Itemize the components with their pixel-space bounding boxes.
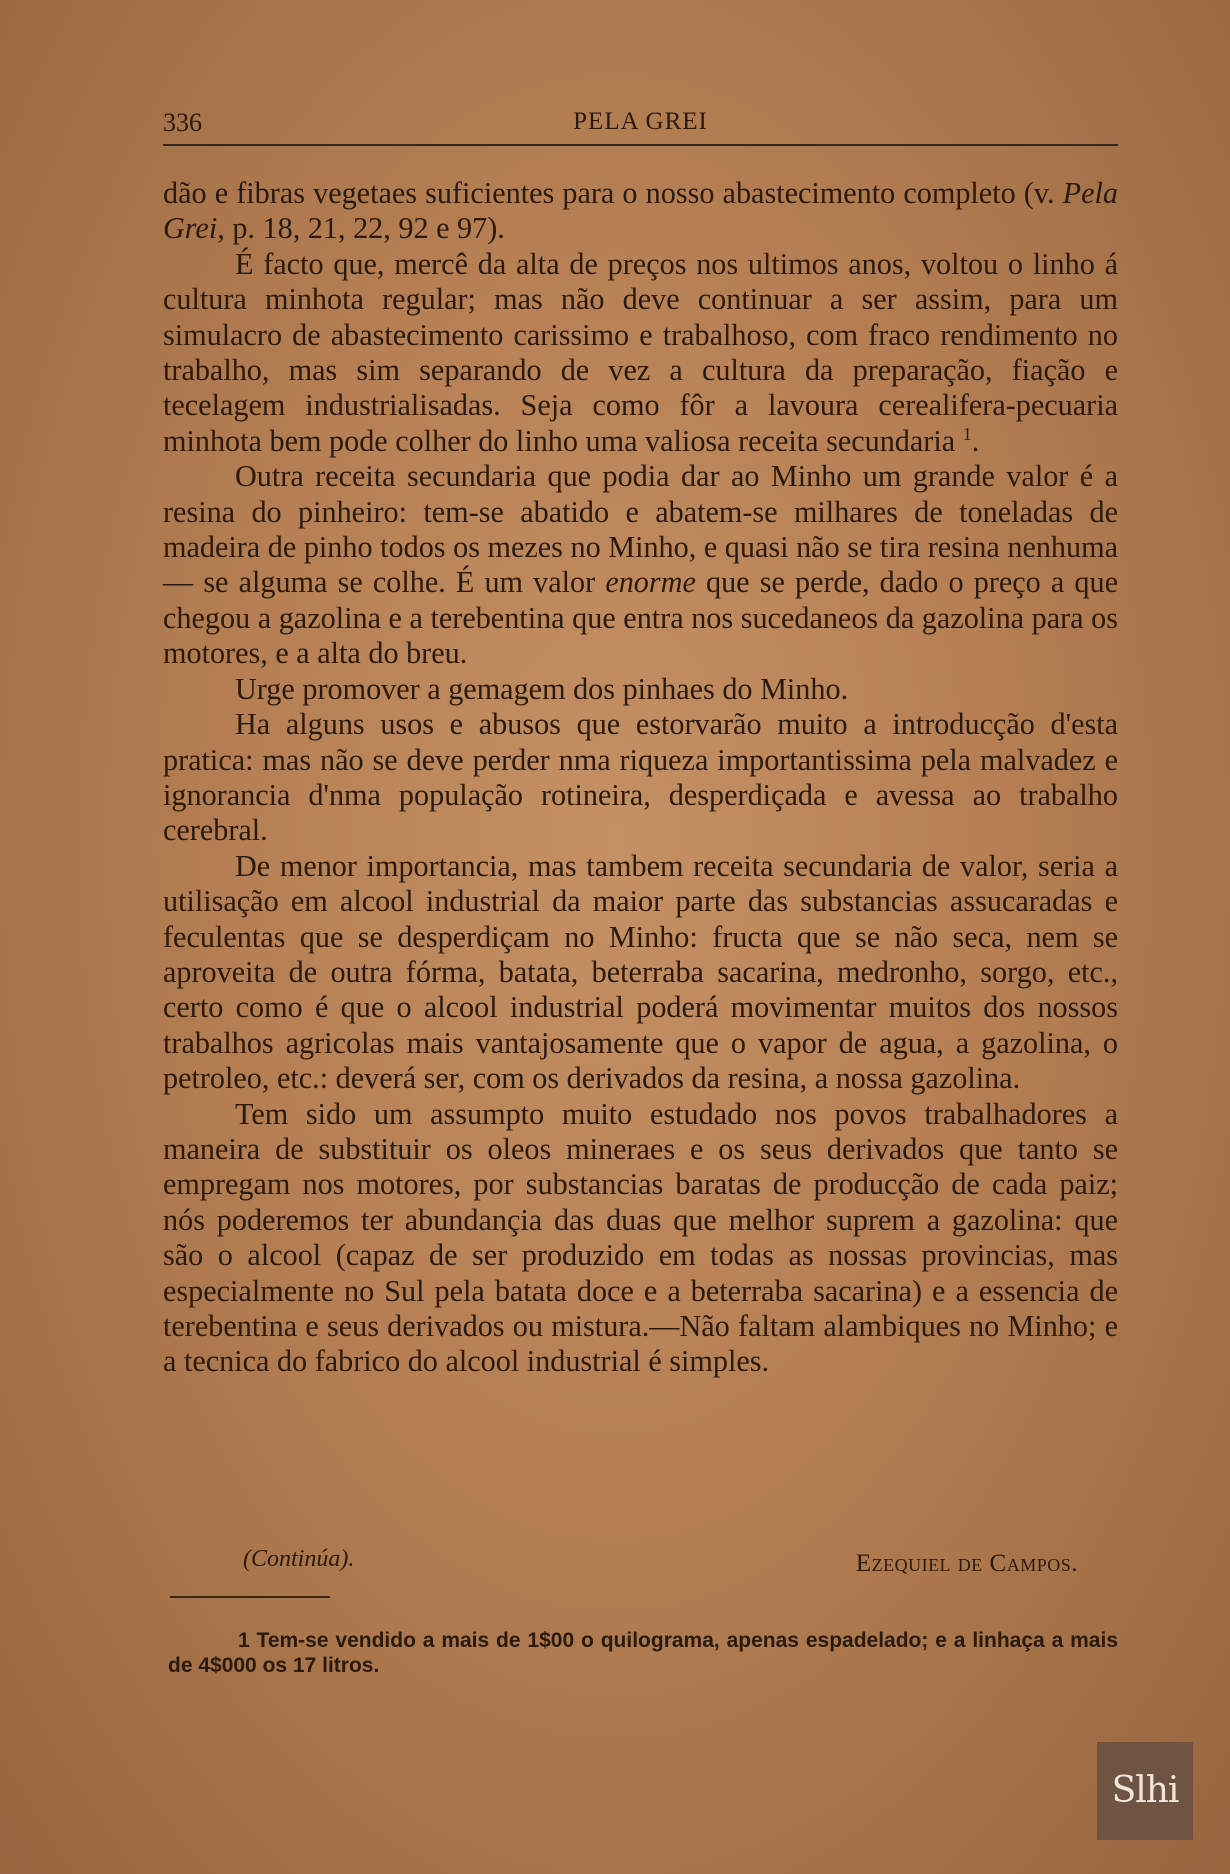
closing-line <box>163 1542 1118 1578</box>
author-signature: Ezequiel de Campos. <box>855 1550 1078 1577</box>
paragraph <box>163 459 1118 671</box>
text-run: p. 18, 21, 22, 92 e 97). <box>224 211 505 246</box>
paragraph <box>163 176 1118 247</box>
body-text <box>163 176 1118 1380</box>
footnote-mark: 1 <box>238 1629 250 1652</box>
paragraph <box>163 707 1118 849</box>
text-run: . <box>971 423 980 458</box>
page-number: 336 <box>163 108 202 137</box>
library-stamp-logo <box>1097 1742 1193 1840</box>
text-run: que se perde, dado o preço a que chegou a gazolina e a terebentina que entra nos sucedaneos da gazolina para os motores, e a alta do breu. <box>163 565 1118 671</box>
text-run: Urge promover a gemagem dos pinhaes do Minho. <box>235 671 849 706</box>
stamp-text: Slhi <box>1111 1770 1179 1811</box>
paragraph <box>163 849 1118 1097</box>
italic-text: Pela Grei, <box>163 176 1118 246</box>
running-title: PELA GREI <box>573 108 708 135</box>
continua-label: (Continúa). <box>243 1546 355 1572</box>
footnote-divider <box>170 1596 330 1598</box>
paragraph <box>163 247 1118 459</box>
footnote-text: Tem-se vendido a mais de 1$00 o quilograma, apenas espadelado; e a linhaça a mais de 4$000 os 17 litros. <box>168 1629 1118 1677</box>
paragraph <box>163 672 1118 707</box>
footnote <box>168 1628 1118 1678</box>
text-run: É facto que, mercê da alta de preços nos ultimos anos, voltou o linho á cultura minhota regular; mas não deve continuar a ser assim, para um simulacro de abastecimento carissimo e trabalhoso, com fraco rendimento no trabalho, mas sim separando de vez a cultura da preparação, fiação e tecelagem industrialisadas. Seja como fôr a lavoura cerealifera-pecuaria minhota bem pode colher do linho uma valiosa receita secundaria <box>163 246 1118 458</box>
text-run: De menor importancia, mas tambem receita secundaria de valor, seria a utilisação em alcool industrial da maior parte das substancias assucaradas e feculentas que se desperdiçam no Minho: fructa que se não seca, nem se aproveita de outra fórma, batata, beterraba sacarina, medronho, sorgo, etc., certo como é que o alcool industrial poderá movimentar muitos dos nossos trabalhos agricolas mais vantajosamente que o vapor de agua, a gazolina, o petroleo, etc.: deverá ser, com os derivados da resina, a nossa gazolina. <box>163 848 1118 1096</box>
text-run: dão e fibras vegetaes suficientes para o nosso abastecimento completo (v. <box>163 176 1063 210</box>
paragraph <box>163 1097 1118 1380</box>
text-run: Ha alguns usos e abusos que estorvarão muito a introducção d'esta pratica: mas não se deve perder nma riqueza importantissima pela malvadez e ignorancia d'nma população rotineira, desperdiçada e avessa ao trabalho cerebral. <box>163 707 1118 848</box>
page-header <box>163 104 1118 146</box>
text-run: Tem sido um assumpto muito estudado nos povos trabalhadores a maneira de substituir os oleos mineraes e os seus derivados que tanto se empregam nos motores, por substancias baratas de producção de cada paiz; nós poderemos ter abundançia das duas que melhor suprem a gazolina: que são o alcool (capaz de ser produzido em todas as nossas provincias, mas especialmente no Sul pela batata doce e a beterraba sacarina) e a essencia de terebentina e seus derivados ou mistura.—Não faltam alambiques no Minho; e a tecnica do fabrico do alcool industrial é simples. <box>163 1096 1118 1379</box>
italic-text: enorme <box>605 565 696 600</box>
text-run: Outra receita secundaria que podia dar ao Minho um grande valor é a resina do pinheiro: tem-se abatido e abatem-se milhares de toneladas de madeira de pinho todos os mezes no Minho, e quasi não se tira resina nenhuma — se alguma se colhe. É um valor <box>163 459 1118 600</box>
footnote-reference: 1 <box>962 423 972 444</box>
